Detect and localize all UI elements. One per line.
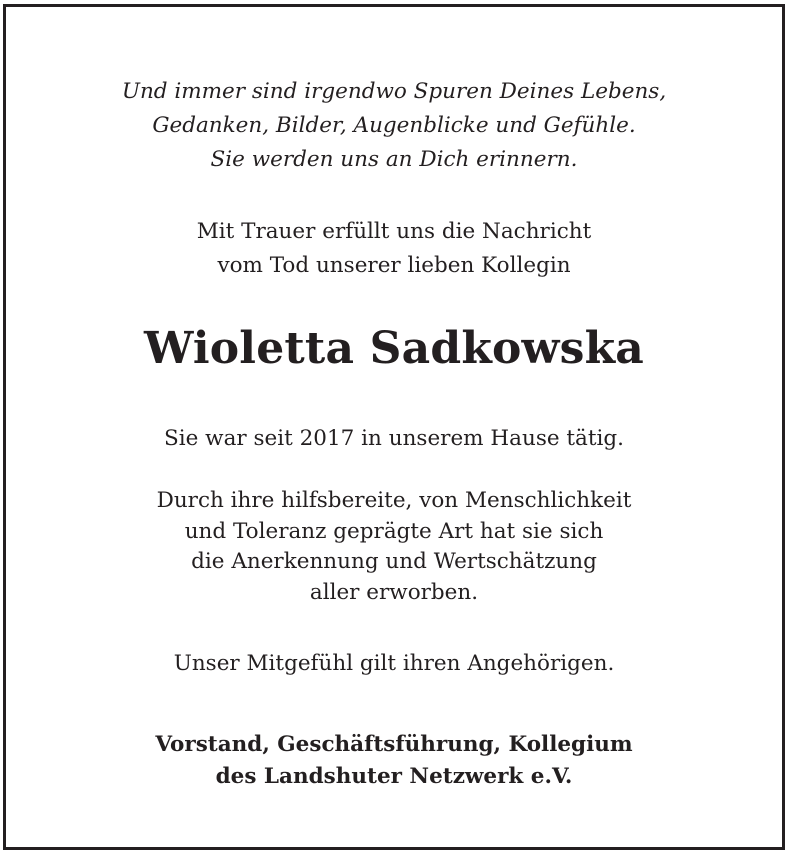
tribute-line: die Anerkennung und Wertschätzung (191, 549, 597, 574)
sympathy-statement: Unser Mitgefühl gilt ihren Angehörigen. (173, 651, 615, 676)
tribute-line: Durch ihre hilfsbereite, von Menschlichkeit (156, 488, 632, 513)
tribute-line: aller erworben. (309, 579, 479, 605)
employment-statement: Sie war seit 2017 in unserem Hause tätig. (164, 426, 624, 451)
quote-line: Und immer sind irgendwo Spuren Deines Lebens, (121, 79, 667, 104)
tribute-text (6, 486, 782, 608)
signature-block (6, 729, 782, 793)
announcement-intro (6, 215, 782, 283)
signature-line: Vorstand, Geschäftsführung, Kollegium (155, 732, 633, 757)
signature-line: des Landshuter Netzwerk e.V. (215, 764, 573, 789)
intro-line: vom Tod unserer lieben Kollegin (217, 253, 571, 278)
quote-line: Gedanken, Bilder, Augenblicke und Gefühle. (152, 113, 636, 138)
intro-line: Mit Trauer erfüllt uns die Nachricht (196, 219, 592, 244)
obituary-frame (3, 4, 785, 850)
deceased-name: Wioletta Sadkowska (143, 323, 645, 374)
tribute-line: und Toleranz geprägte Art hat sie sich (184, 518, 604, 544)
quote-line: Sie werden uns an Dich erinnern. (210, 147, 578, 172)
memorial-quote (6, 75, 782, 177)
